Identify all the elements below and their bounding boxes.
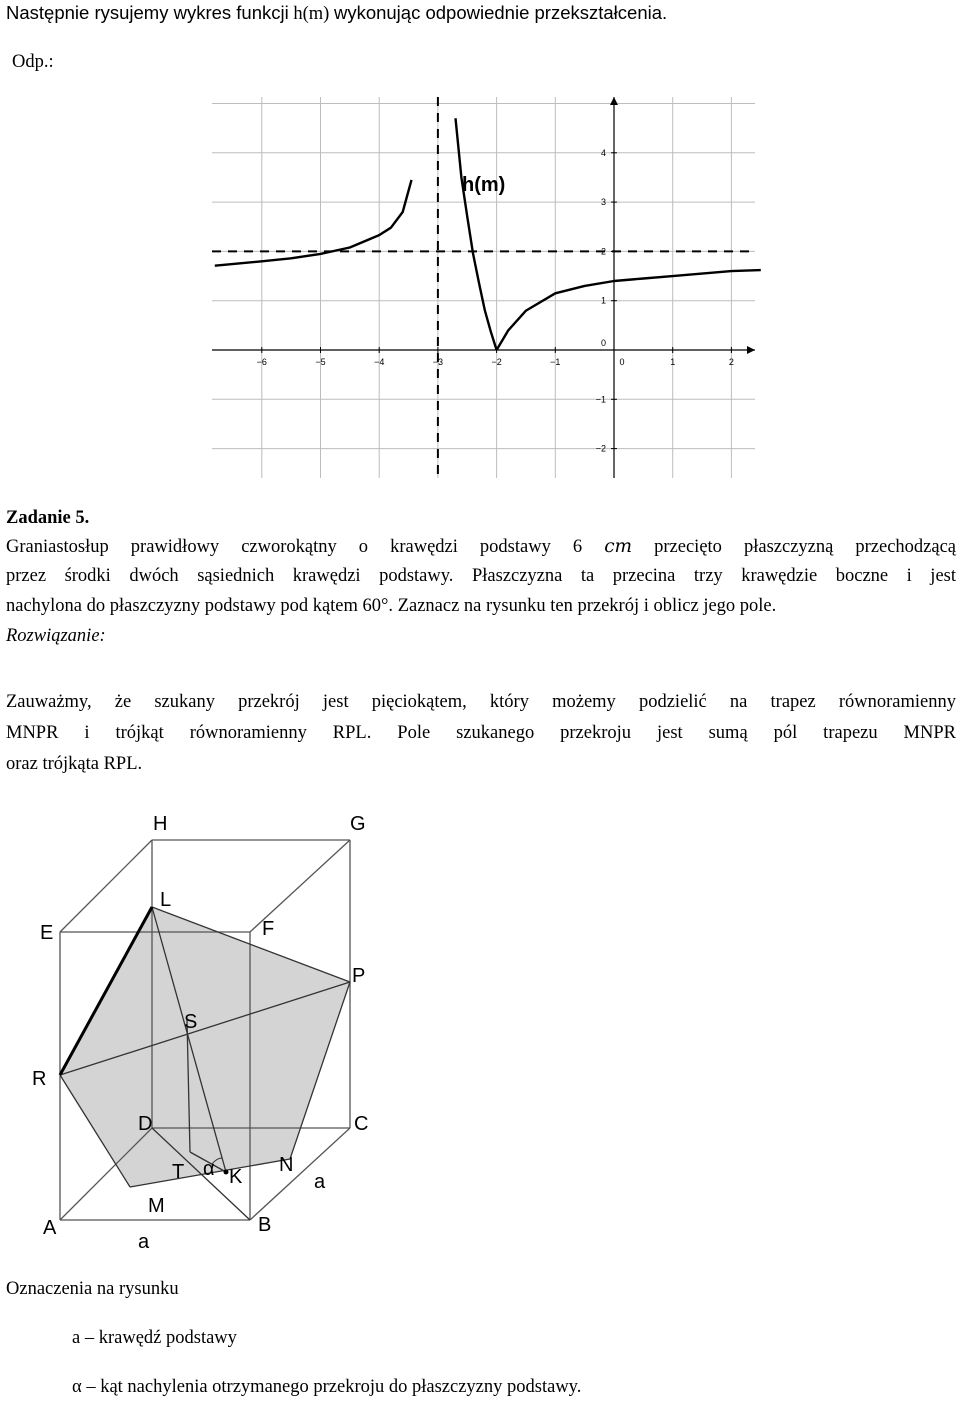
label-e: E [40, 922, 54, 944]
label-m: M [148, 1195, 165, 1217]
label-p: P [352, 965, 366, 987]
label-t: T [172, 1161, 185, 1183]
label-r: R [32, 1068, 47, 1090]
task-line-2: przez środki dwóch sąsiednich krawędzi podstawy. Płaszczyzna ta przecina trzy krawędzie boczne i jest [6, 566, 956, 586]
x-axis-arrow [747, 346, 755, 354]
series-line [215, 180, 412, 266]
y-tick-label: 0 [600, 338, 606, 348]
label-alpha: α [203, 1158, 215, 1180]
label-b: B [258, 1214, 272, 1236]
label-a-bottom: a [138, 1231, 150, 1253]
y-tick-label: −2 [595, 443, 606, 454]
label-a-vertex: A [43, 1217, 57, 1239]
task-line-3-pre: nachylona do płaszczyzny podstawy pod kątem 60°. [6, 596, 394, 616]
task-line-1-post: przecięto płaszczyzną przechodzącą [654, 537, 957, 557]
x-tick-label: −3 [432, 357, 444, 367]
prism-figure [0, 790, 960, 1260]
solution-line-2: MNPR i trójkąt równoramienny RPL. Pole szukanego przekroju jest sumą pól trapezu MNPR [6, 723, 956, 743]
label-a-right: a [314, 1171, 326, 1193]
x-tick-label: −2 [491, 357, 502, 367]
label-d: D [138, 1113, 153, 1135]
asymptotes [212, 97, 755, 478]
grid [212, 97, 755, 478]
axes [212, 97, 755, 478]
task-line-1-pre: Graniastosłup prawidłowy czworokątny o krawędzi podstawy 6 [6, 537, 583, 557]
intro-text-1: Następnie rysujemy wykres funkcji [6, 2, 289, 23]
y-tick-label: 4 [600, 147, 606, 158]
label-l: L [160, 889, 172, 911]
solution-line-1: Zauważmy, że szukany przekrój jest pięciokątem, który możemy podzielić na trapez równoramienny [6, 692, 956, 712]
x-tick-label: −1 [550, 357, 561, 367]
legend-item-1: a – krawędź podstawy [72, 1328, 237, 1348]
label-n: N [279, 1154, 294, 1176]
x-tick-label: 0 [619, 357, 625, 367]
task-unit: cm [604, 536, 633, 557]
label-s: S [184, 1011, 198, 1033]
legend-item-2: α – kąt nachylenia otrzymanego przekroju do płaszczyzny podstawy. [72, 1377, 582, 1397]
task-line-1 [6, 536, 956, 558]
y-axis-arrow [610, 97, 618, 105]
y-tick-label: 2 [600, 246, 606, 257]
intro-text-2: wykonując odpowiednie przekształcenia. [333, 2, 668, 23]
series-line [497, 270, 761, 350]
graph-label: h(m) [462, 174, 506, 196]
x-tick-label: −6 [256, 357, 267, 367]
solution-line-3: oraz trójkąta RPL. [6, 754, 143, 774]
legend-heading: Oznaczenia na rysunku [6, 1279, 179, 1299]
solution-heading: Rozwiązanie: [6, 626, 106, 646]
y-tick-label: −1 [595, 394, 606, 405]
x-tick-label: 1 [670, 357, 676, 367]
label-k: K [229, 1166, 243, 1188]
y-tick-label: 1 [600, 295, 606, 306]
label-f: F [262, 918, 275, 940]
x-tick-label: −4 [374, 357, 385, 367]
label-g: G [350, 813, 366, 835]
x-tick-label: −5 [315, 357, 326, 367]
function-graph [0, 0, 960, 500]
intro-func: h(m) [293, 4, 330, 24]
label-h: H [153, 813, 168, 835]
x-tick-label: 2 [728, 357, 734, 367]
y-tick-label: 3 [600, 197, 606, 208]
point-k [224, 1170, 229, 1175]
task-heading: Zadanie 5. [6, 508, 90, 528]
answer-label: Odp.: [12, 52, 54, 72]
label-c: C [354, 1113, 369, 1135]
task-line-3 [6, 596, 776, 617]
task-line-3-post: Zaznacz na rysunku ten przekrój i oblicz jego pole. [397, 596, 777, 616]
